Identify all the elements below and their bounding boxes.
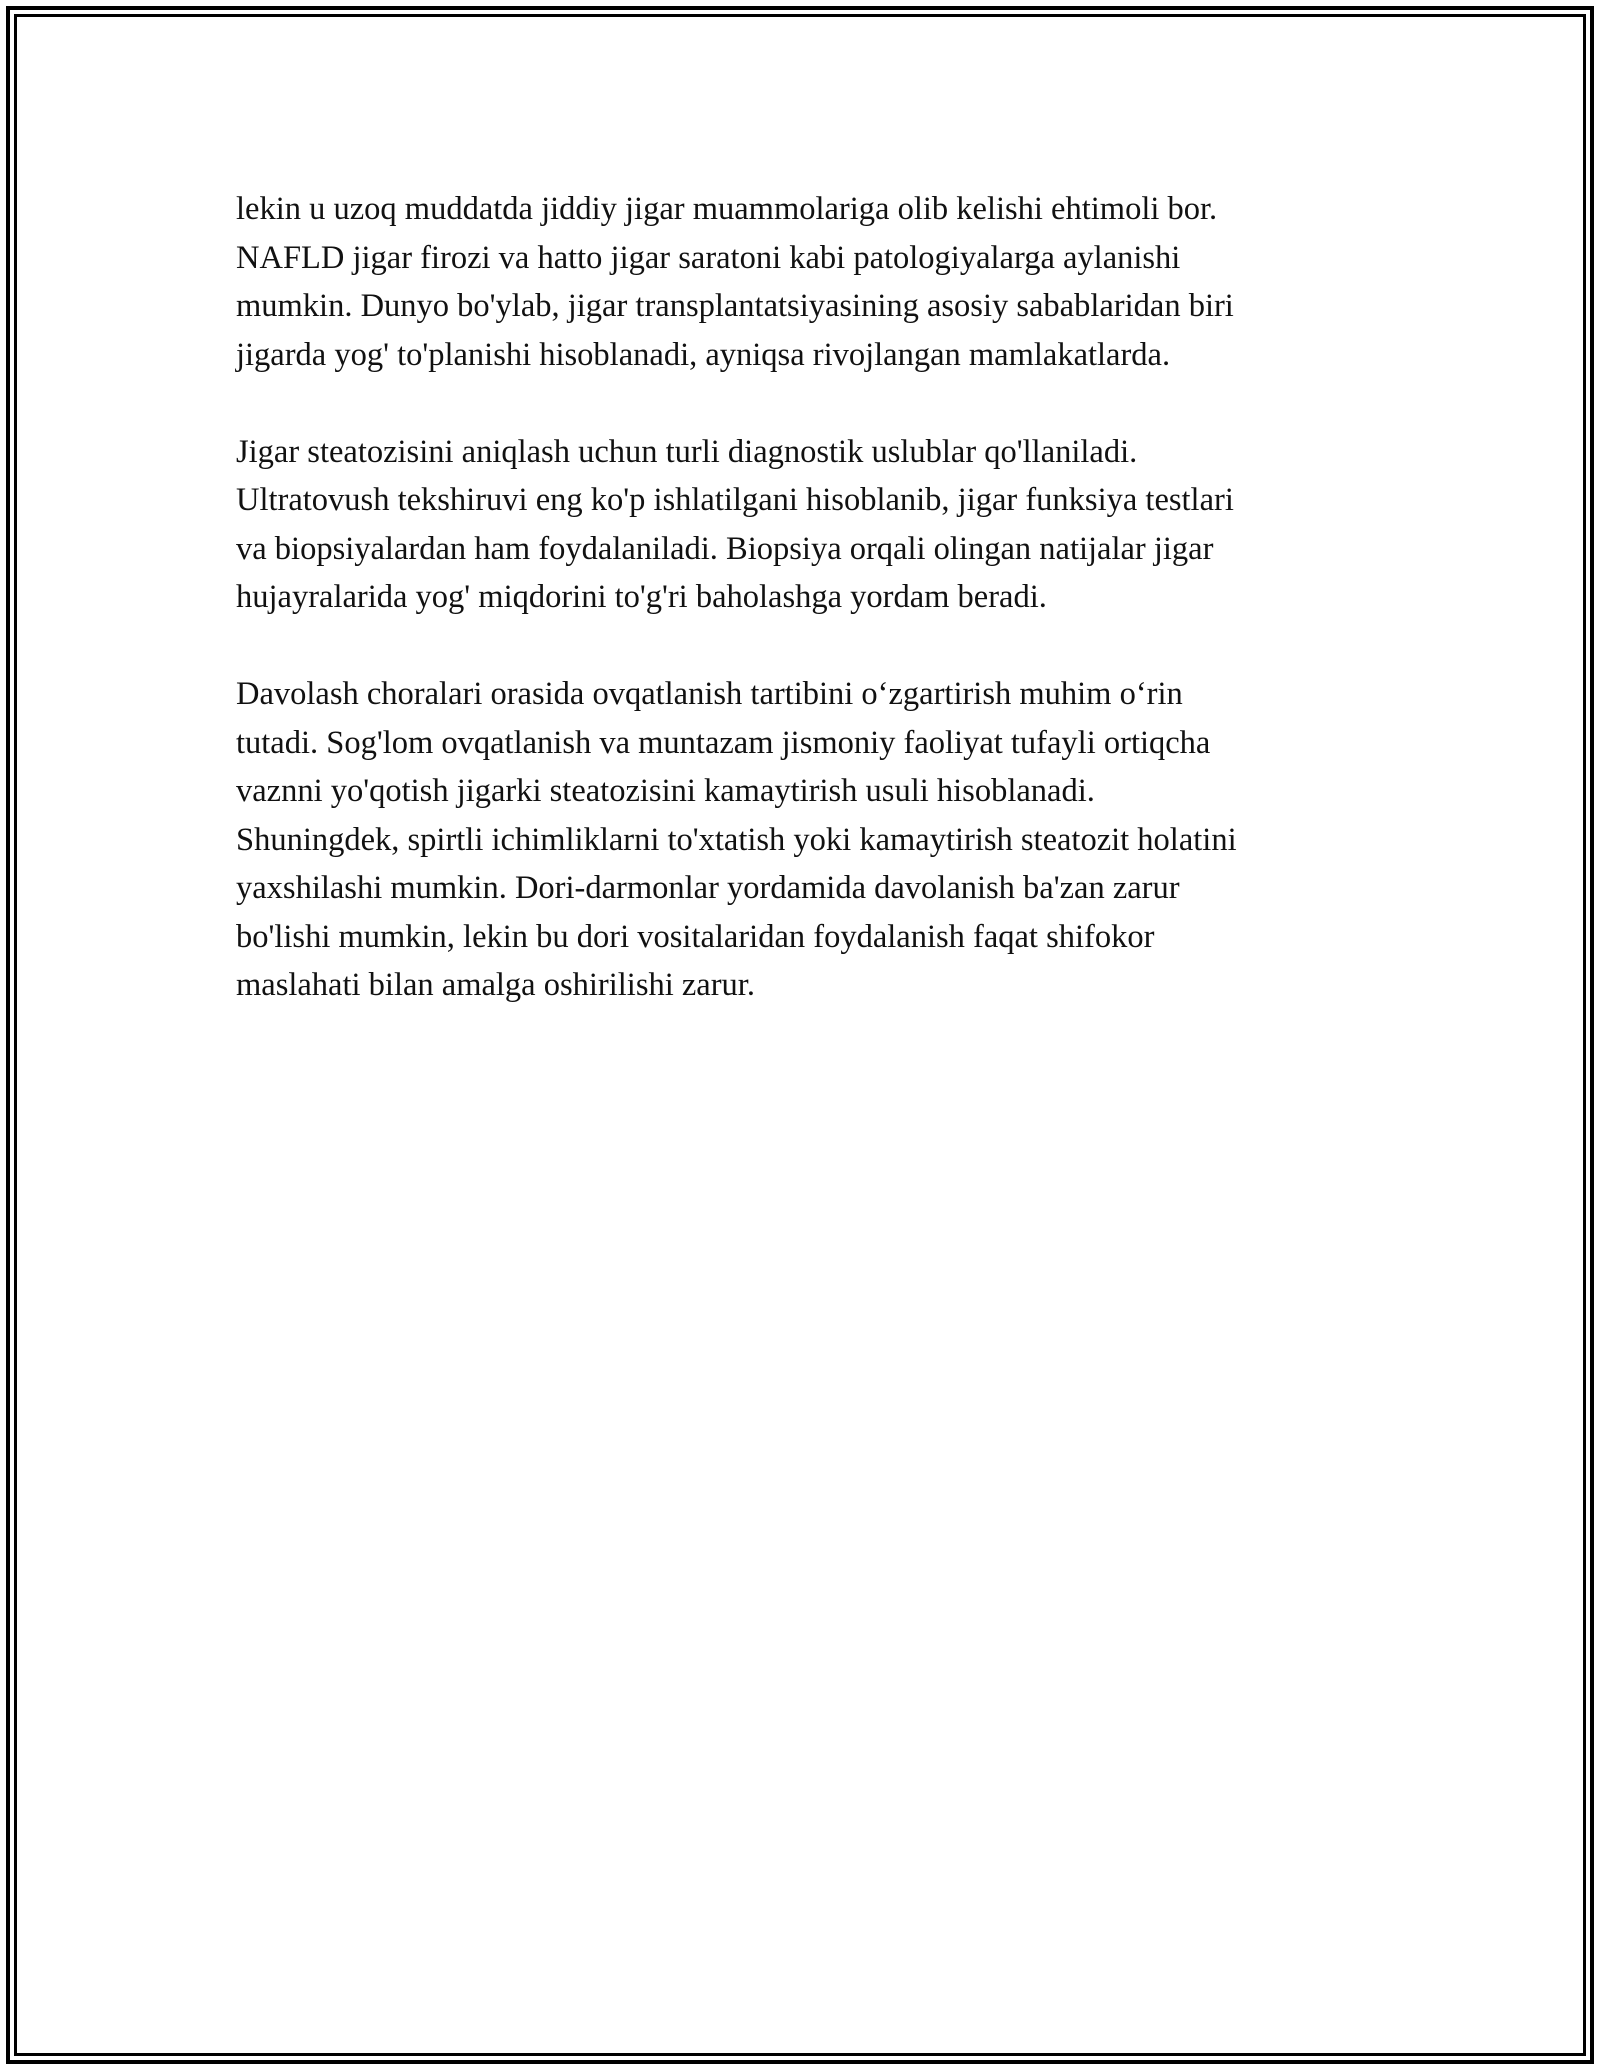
paragraph-diagnostics: Jigar steatozisini aniqlash uchun turli diagnostik uslublar qo'llaniladi. Ultratovush tekshiruvi eng ko'p ishlatilgani hisoblanib, jigar funksiya testlari va biopsiyalardan ham foydalaniladi. Biopsiya orqali olingan natijalar jigar hujayralarida yog' miqdorini to'g'ri baholashga yordam beradi.: [236, 433, 1234, 615]
paragraph-treatment: Davolash choralari orasida ovqatlanish tartibini o‘zgartirish muhim o‘rin tutadi. Sog'lom ovqatlanish va muntazam jismoniy faoliyat tufayli ortiqcha vaznni yo'qotish jigarki steatozisini kamaytirish usuli hisoblanadi. Shuningdek, spirtli ichimliklarni to'xtatish yoki kamaytirish steatozit holatini yaxshilashi mumkin. Dori-darmonlar yordamida davolanish ba'zan zarur bo'lishi mumkin, lekin bu dori vositalaridan foydalanish faqat shifokor maslahati bilan amalga oshirilishi zarur.: [236, 676, 1237, 1003]
document-body: [236, 185, 1376, 1058]
paragraph-complications: lekin u uzoq muddatda jiddiy jigar muammolariga olib kelishi ehtimoli bor. NAFLD jigar firozi va hatto jigar saratoni kabi patologiyalarga aylanishi mumkin. Dunyo bo'ylab, jigar transplantatsiyasining asosiy sabablaridan biri jigarda yog' to'planishi hisoblanadi, ayniqsa rivojlangan mamlakatlarda.: [236, 191, 1234, 373]
